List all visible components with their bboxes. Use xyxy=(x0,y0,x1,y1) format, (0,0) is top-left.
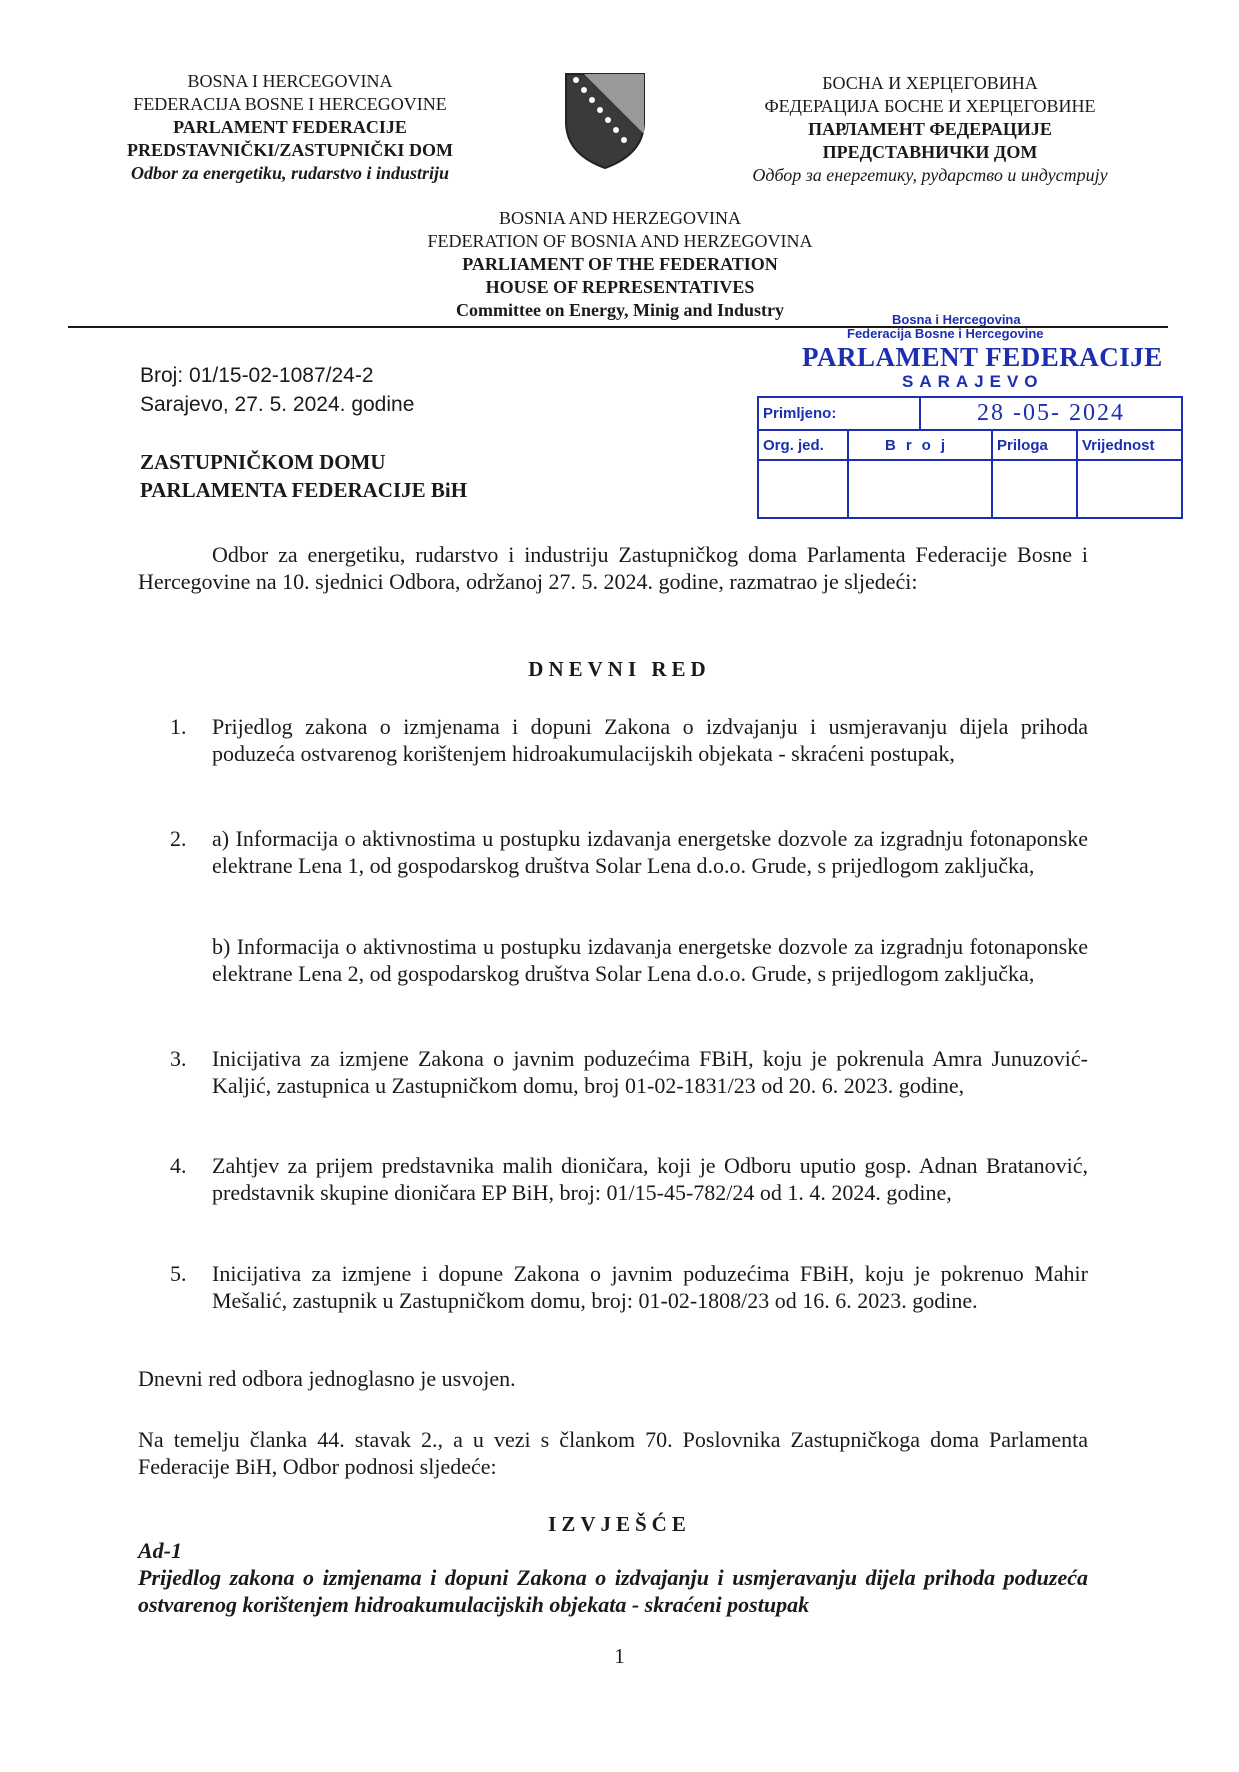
addressee-line-1: ZASTUPNIČKOM DOMU xyxy=(140,450,386,474)
header-right-country: БОСНА И ХЕРЦЕГОВИНА xyxy=(822,73,1038,93)
document-meta xyxy=(140,361,414,419)
agenda-item-text: Zahtjev za prijem predstavnika malih dioničara, koji je Odboru uputio gosp. Adnan Bratanović, predstavnik skupine dioničara EP BiH, broj: 01/15-45-782/24 od 1. 4. 2024. godine, xyxy=(212,1153,1088,1205)
legal-basis-paragraph: Na temelju članka 44. stavak 2., a u vezi s člankom 70. Poslovnika Zastupničkoga doma Parlamenta Federacije BiH, Odbor podnosi sljedeće: xyxy=(138,1427,1088,1479)
agenda-item-number: 1. xyxy=(170,714,187,739)
report-ad-title: Prijedlog zakona o izmjenama i dopuni Zakona o izdvajanju i usmjeravanju dijela prihoda poduzeća ostvarenog korištenjem hidroakumulacijskih objekata - skraćeni postupak xyxy=(138,1565,1088,1617)
header-left-committee: Odbor za energetiku, rudarstvo i industriju xyxy=(130,163,450,183)
report-heading: IZVJEŠĆE xyxy=(548,1512,691,1536)
header-center-committee: Committee on Energy, Minig and Industry xyxy=(455,300,785,320)
stamp-federation: Federacija Bosne i Hercegovine xyxy=(847,326,1044,341)
stamp-col-priloga: Priloga xyxy=(992,430,1077,460)
stamp-col-org: Org. jed. xyxy=(758,430,848,460)
stamp-city: SARAJEVO xyxy=(902,372,1044,391)
stamp-cell-priloga xyxy=(992,460,1077,518)
document-number: Broj: 01/15-02-1087/24-2 xyxy=(140,364,374,387)
page-number: 1 xyxy=(614,1644,625,1668)
document-place-date: Sarajevo, 27. 5. 2024. godine xyxy=(140,393,415,416)
stamp-col-broj: Broj xyxy=(848,430,992,460)
header-right-block xyxy=(710,72,1150,187)
header-right-house: ПРЕДСТАВНИЧКИ ДОМ xyxy=(822,142,1038,162)
header-right-committee: Одбор за енергетику, рударство и индустрију xyxy=(752,165,1108,185)
agenda-item-text: a) Informacija o aktivnostima u postupku izdavanja energetske dozvole za izgradnju fotonaponske elektrane Lena 1, od gospodarskog društva Solar Lena d.o.o. Grude, s prijedlogom zaključka, xyxy=(212,826,1088,878)
stamp-country: Bosna i Hercegovina xyxy=(892,312,1021,327)
agenda-item-number: 4. xyxy=(170,1153,187,1178)
agenda-item-text: b) Informacija o aktivnostima u postupku izdavanja energetske dozvole za izgradnju fotonaponske elektrane Lena 2, od gospodarskog društva Solar Lena d.o.o. Grude, s prijedlogom zaključka, xyxy=(212,934,1088,986)
header-left-block xyxy=(90,70,490,185)
header-center-house: HOUSE OF REPRESENTATIVES xyxy=(485,277,755,297)
stamp-table xyxy=(757,396,1183,519)
header-center-country: BOSNIA AND HERZEGOVINA xyxy=(499,208,741,228)
agenda-item-text: Inicijativa za izmjene Zakona o javnim poduzećima FBiH, koju je pokrenula Amra Junuzović-Kaljić, zastupnica u Zastupničkom domu, broj 01-02-1831/23 od 20. 6. 2023. godine, xyxy=(212,1046,1088,1098)
stamp-received-date: 28 -05- 2024 xyxy=(920,397,1182,430)
header-center-federation: FEDERATION OF BOSNIA AND HERZEGOVINA xyxy=(427,231,813,251)
coat-of-arms-icon xyxy=(562,70,648,170)
agenda-item-number: 3. xyxy=(170,1046,187,1071)
agenda-item-number: 2. xyxy=(170,826,187,851)
agenda-item-number: 5. xyxy=(170,1261,187,1286)
addressee-line-2: PARLAMENTA FEDERACIJE BiH xyxy=(140,478,468,502)
header-right-parliament: ПАРЛАМЕНТ ФЕДЕРАЦИЈЕ xyxy=(808,119,1052,139)
report-ad-label: Ad-1 xyxy=(138,1538,182,1563)
header-center-parliament: PARLIAMENT OF THE FEDERATION xyxy=(462,254,778,274)
header-right-federation: ФЕДЕРАЦИЈА БОСНЕ И ХЕРЦЕГОВИНЕ xyxy=(764,96,1096,116)
header-left-federation: FEDERACIJA BOSNE I HERCEGOVINE xyxy=(133,94,447,114)
agenda-adopted-note: Dnevni red odbora jednoglasno je usvojen. xyxy=(138,1366,516,1391)
stamp-cell-org xyxy=(758,460,848,518)
received-stamp xyxy=(752,312,1182,512)
header-center-block xyxy=(350,207,890,322)
stamp-cell-broj xyxy=(848,460,992,518)
agenda-heading: DNEVNI RED xyxy=(528,657,711,681)
header-left-house: PREDSTAVNIČKI/ZASTUPNIČKI DOM xyxy=(127,140,453,160)
agenda-item-text: Inicijativa za izmjene i dopune Zakona o javnim poduzećima FBiH, koju je pokrenuo Mahir Mešalić, zastupnik u Zastupničkom domu, broj: 01-02-1808/23 od 16. 6. 2023. godine. xyxy=(212,1261,1088,1313)
header-left-country: BOSNA I HERCEGOVINA xyxy=(187,71,393,91)
stamp-col-vrijednost: Vrijednost xyxy=(1077,430,1182,460)
stamp-cell-vrijednost xyxy=(1077,460,1182,518)
header-left-parliament: PARLAMENT FEDERACIJE xyxy=(173,117,407,137)
stamp-parliament: PARLAMENT FEDERACIJE xyxy=(802,342,1163,372)
stamp-received-label: Primljeno: xyxy=(758,397,920,430)
agenda-item-text: Prijedlog zakona o izmjenama i dopuni Zakona o izdvajanju i usmjeravanju dijela prihoda poduzeća ostvarenog korištenjem hidroakumulacijskih objekata - skraćeni postupak, xyxy=(212,714,1088,766)
intro-paragraph: Odbor za energetiku, rudarstvo i industriju Zastupničkog doma Parlamenta Federacije Bosne i Hercegovine na 10. sjednici Odbora, održanoj 27. 5. 2024. godine, razmatrao je sljedeći: xyxy=(138,542,1088,594)
addressee xyxy=(140,448,467,504)
